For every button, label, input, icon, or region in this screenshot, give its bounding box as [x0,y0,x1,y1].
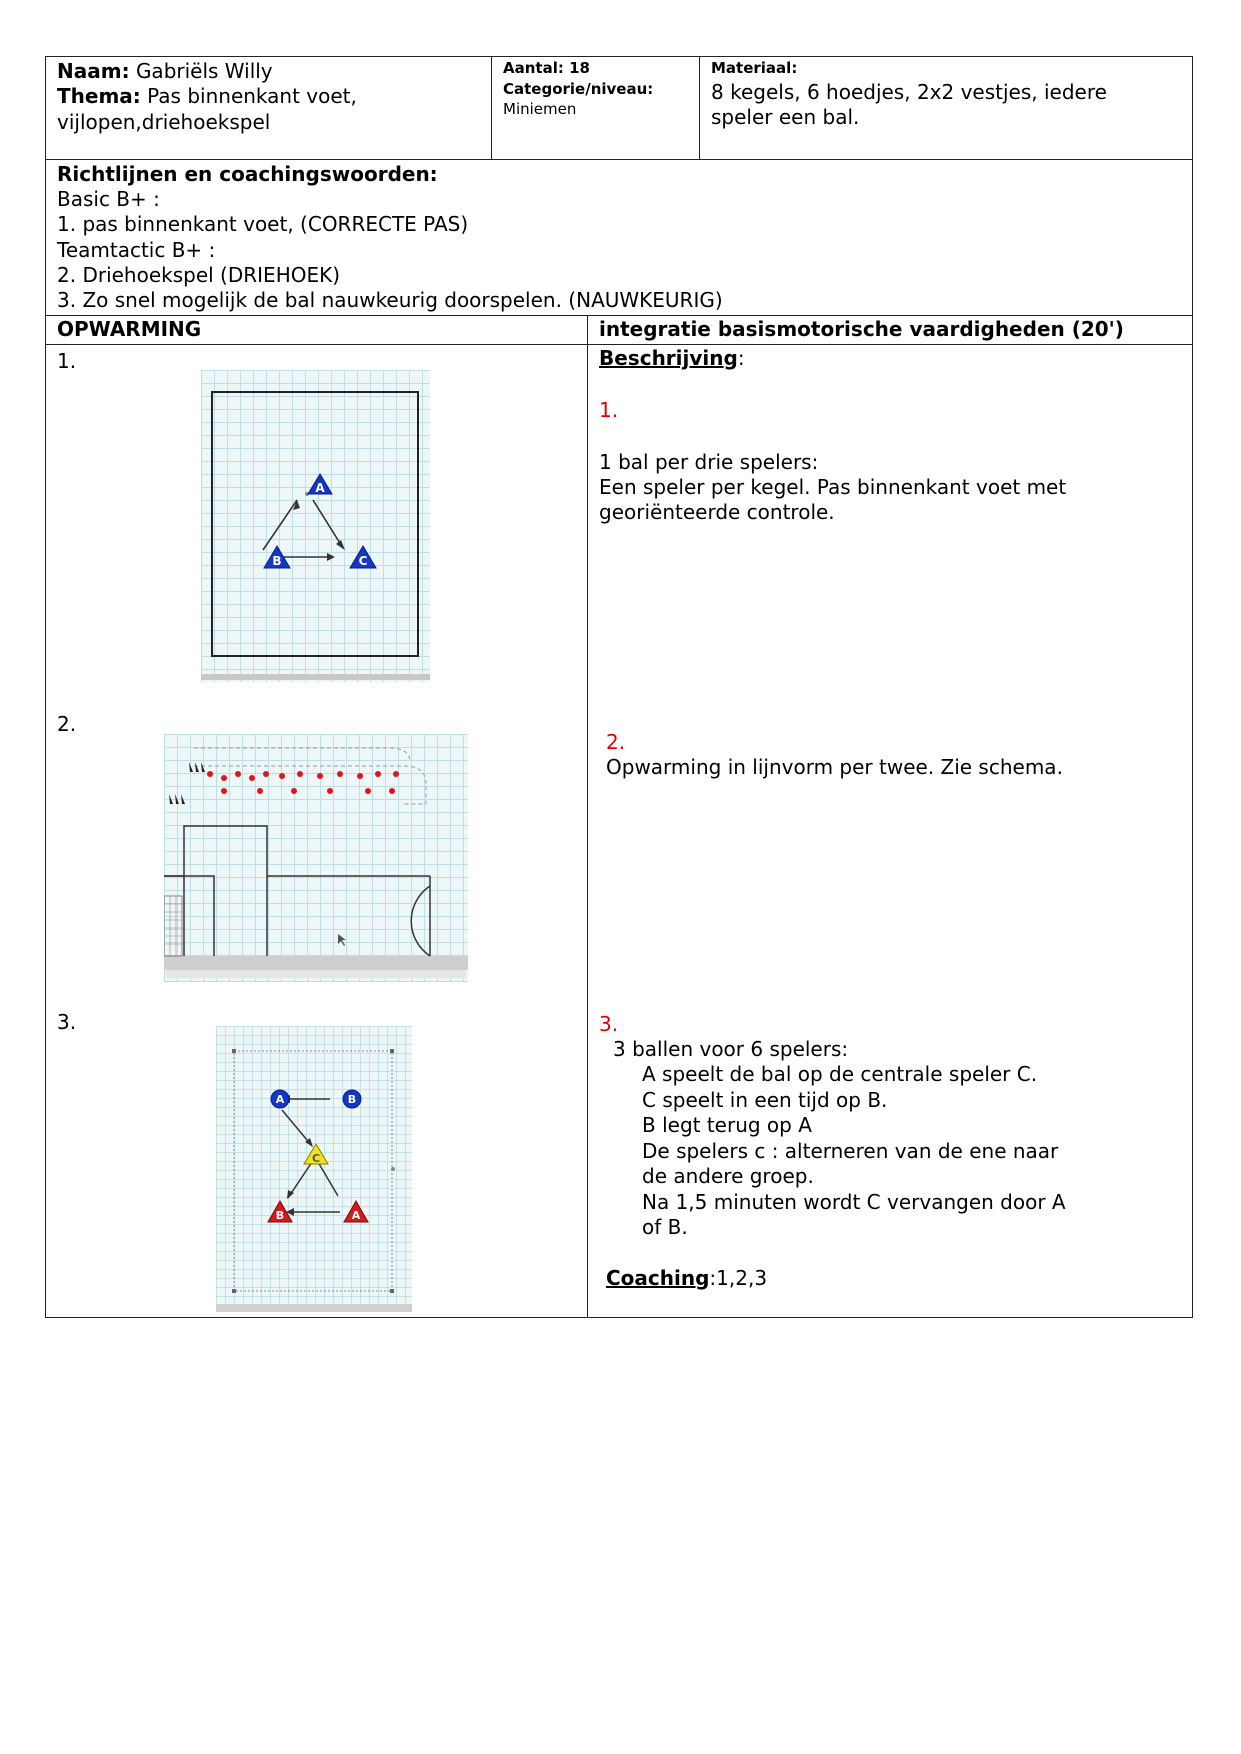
player-label: C [358,554,368,568]
aantal: Aantal: 18 [503,59,590,77]
guidelines-title: Richtlijnen en coachingswoorden: [57,162,438,186]
section-title-left: OPWARMING [57,317,202,341]
thema-label: Thema: [57,84,141,108]
player-label: B [347,1093,357,1106]
guideline-line: 3. Zo snel mogelijk de bal nauwkeurig doorspelen. (NAUWKEURIG) [57,288,723,312]
materiaal-line2: speler een bal. [711,105,860,129]
naam-value: Gabriëls Willy [135,59,273,83]
ex3-line: de andere groep. [642,1164,814,1188]
ex3-line: C speelt in een tijd op B. [642,1088,888,1112]
player-a-icon [271,1090,289,1108]
diagram-2 [164,734,468,982]
beschrijving-colon: : [737,346,745,370]
ex1-line: georiënteerde controle. [599,500,835,524]
ex1-number: 1. [599,398,619,422]
ex3-line: Na 1,5 minuten wordt C vervangen door A [642,1190,1066,1214]
guideline-line: 1. pas binnenkant voet, (CORRECTE PAS) [57,212,469,236]
player-label: A [315,481,325,495]
beschrijving-label: Beschrijving [599,346,738,370]
ex1-line: Een speler per kegel. Pas binnenkant voet met [599,475,1067,499]
naam-field [57,59,273,84]
exercise-number: 3. [57,1010,77,1034]
player-label: C [311,1152,321,1165]
ex3-line: A speelt de bal op de centrale speler C. [642,1062,1038,1086]
ex3-number: 3. [599,1012,619,1036]
header-divider-2 [699,56,700,160]
coaching-label: Coaching [606,1266,710,1290]
player-label: B [272,554,282,568]
thema-value-line1: Pas binnenkant voet, [147,84,357,108]
player-label: A [351,1209,361,1222]
player-label: B [275,1209,285,1222]
diagram-1 [201,370,430,682]
player-c-icon [304,1144,328,1165]
header-divider-1 [491,56,492,160]
materiaal-line1: 8 kegels, 6 hoedjes, 2x2 vestjes, iedere [711,80,1107,104]
ex1-line: 1 bal per drie spelers: [599,450,819,474]
thema-field [57,84,357,109]
player-b-icon [343,1090,361,1108]
naam-label: Naam: [57,59,130,83]
player-a-icon [308,474,332,495]
ex3-line: B legt terug op A [642,1113,812,1137]
coaching-field [606,1266,767,1291]
diagram-3 [216,1026,412,1312]
player-a-red-icon [344,1201,368,1222]
ex3-line: De spelers c : alterneren van de ene naar [642,1139,1059,1163]
exercise-number: 2. [57,712,77,736]
player-label: A [275,1093,285,1106]
materiaal-label: Materiaal: [711,59,798,77]
guideline-line: Basic B+ : [57,187,160,211]
guideline-line: 2. Driehoekspel (DRIEHOEK) [57,263,341,287]
categorie-value: Miniemen [503,100,577,118]
guideline-line: Teamtactic B+ : [57,238,216,262]
ex2-number: 2. [606,730,626,754]
section-title-right: integratie basismotorische vaardigheden (20') [599,317,1124,341]
coaching-value: :1,2,3 [709,1266,768,1290]
ex2-line: Opwarming in lijnvorm per twee. Zie schema. [606,755,1063,779]
thema-value-line2: vijlopen,driehoekspel [57,110,271,134]
ex3-line: of B. [642,1215,688,1239]
player-c-icon [350,546,376,568]
description-title [599,346,745,371]
exercise-number: 1. [57,349,77,373]
ex3-intro: 3 ballen voor 6 spelers: [613,1037,849,1061]
categorie-label: Categorie/niveau: [503,80,654,98]
